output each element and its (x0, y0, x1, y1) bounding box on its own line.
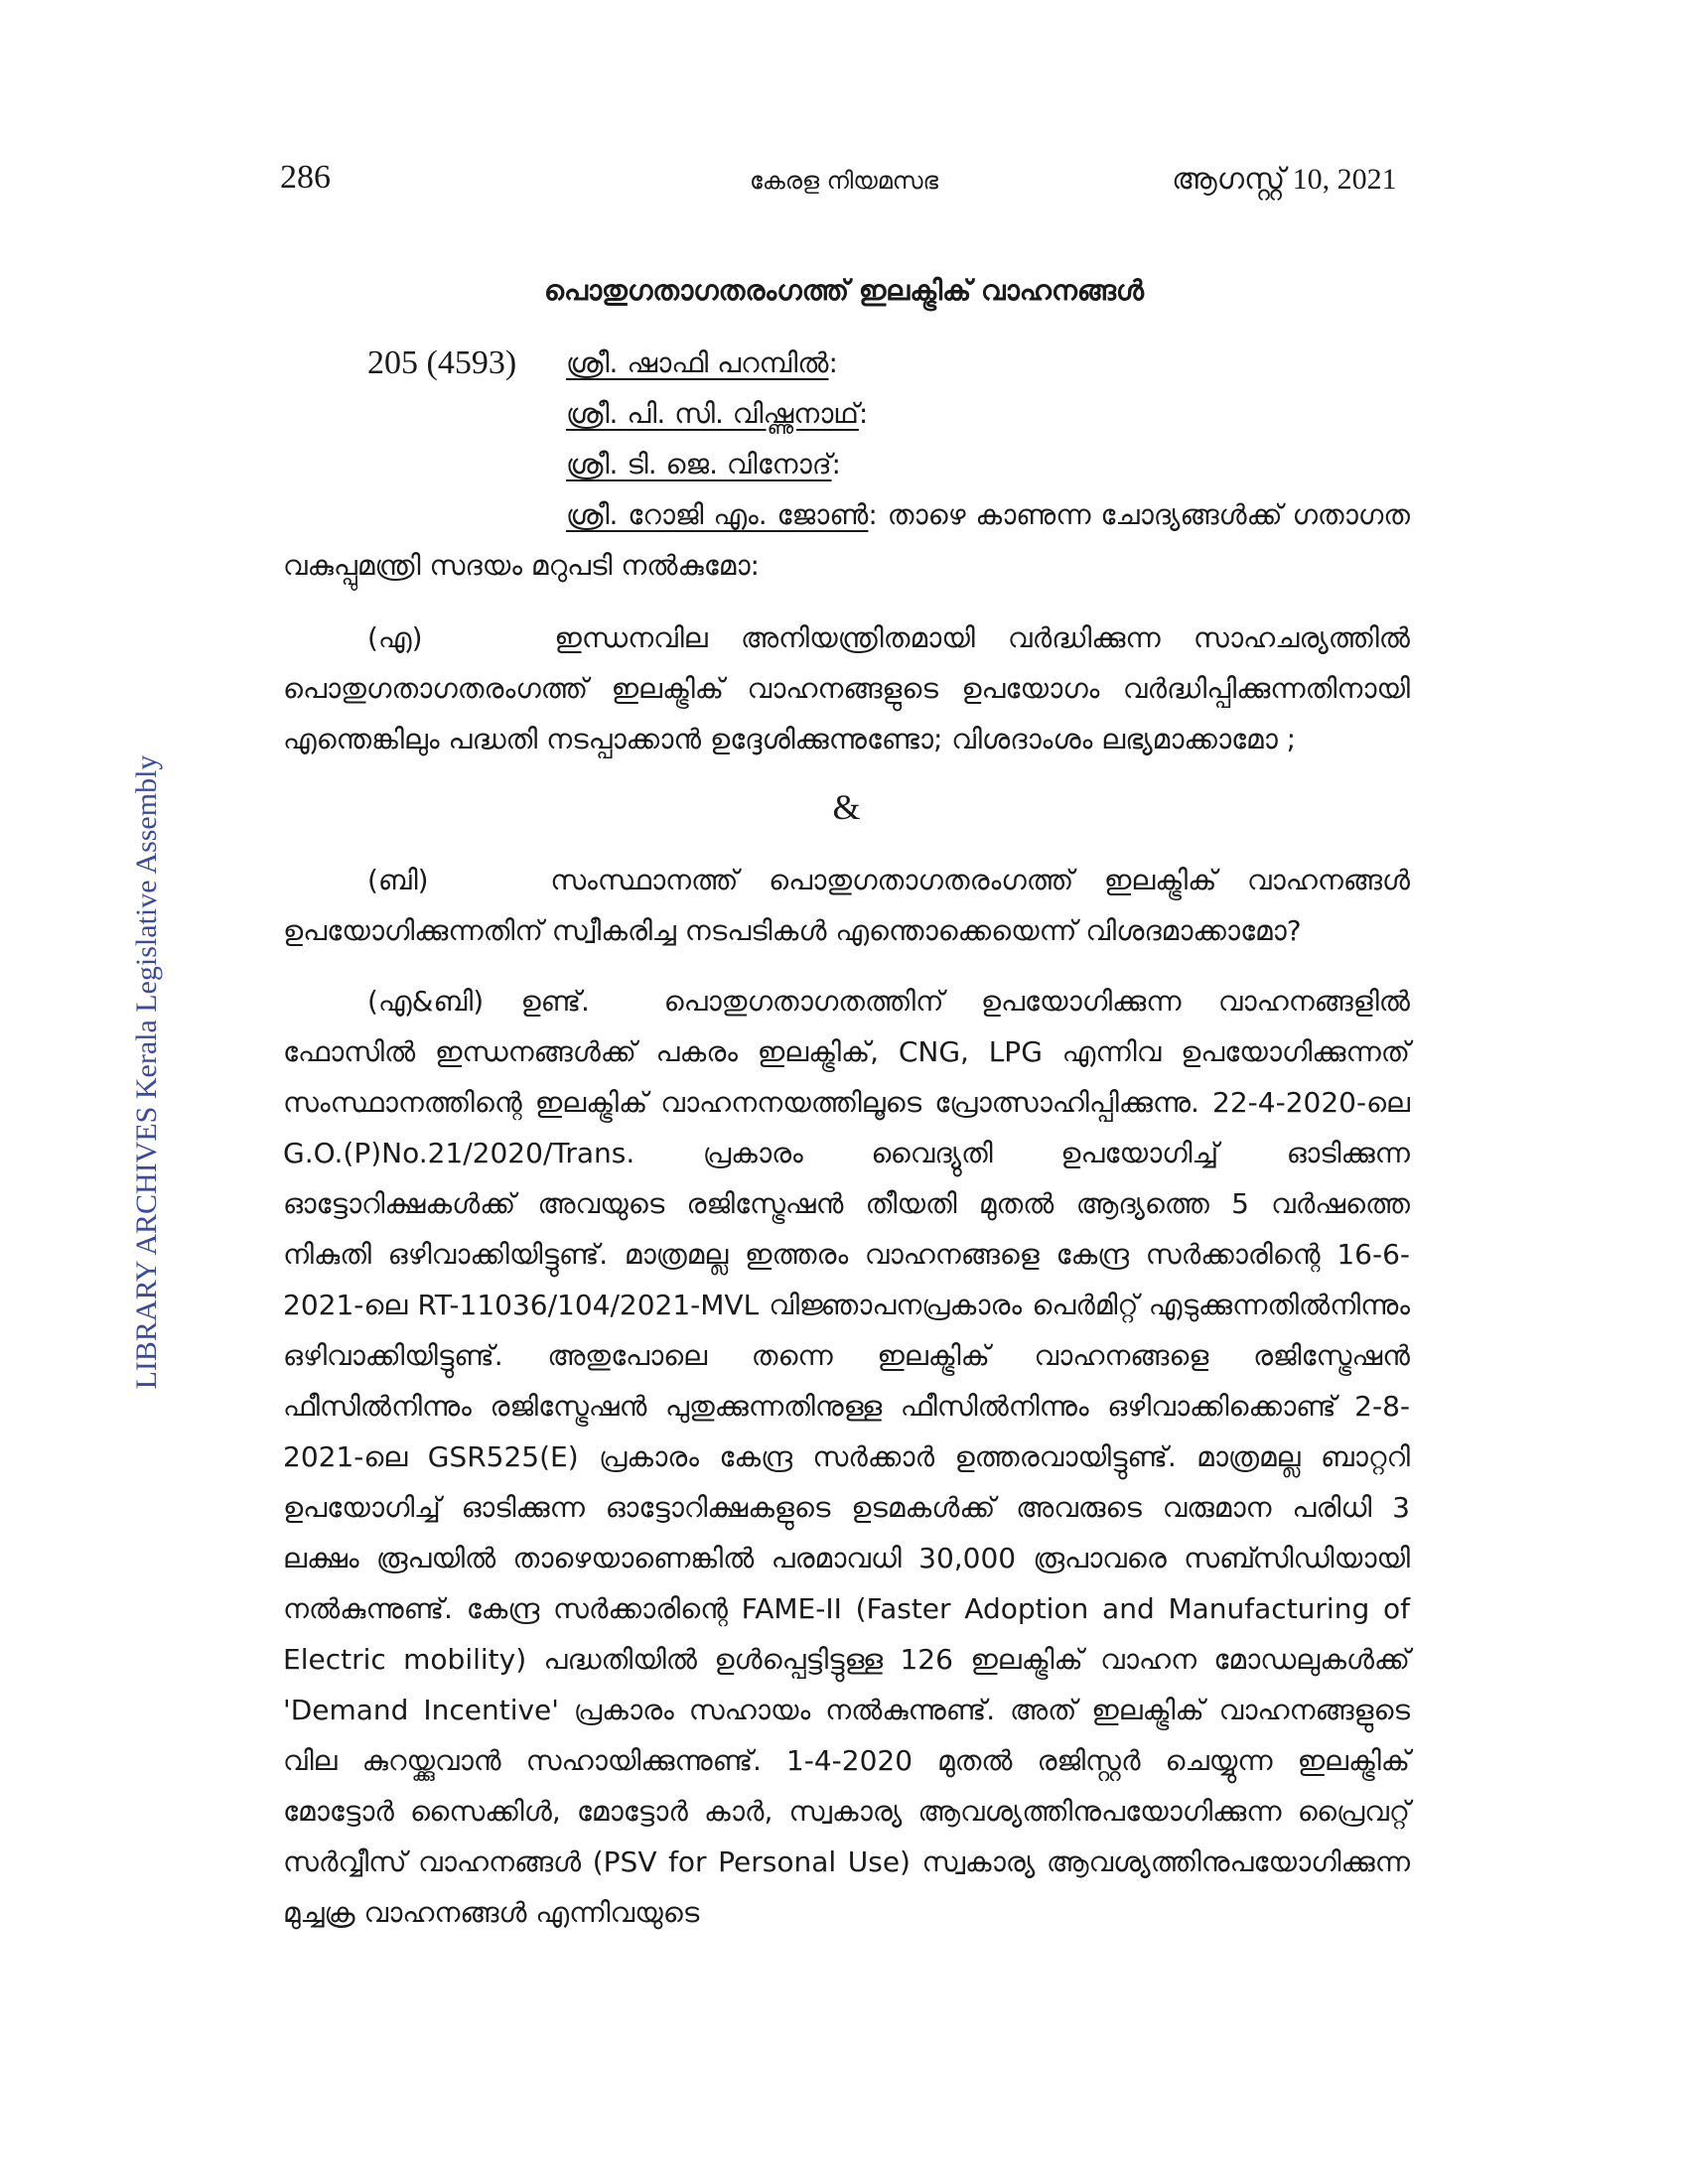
request-text: : താഴെ കാണുന്ന ചോദ്യങ്ങൾക്ക് ഗതാഗത വകുപ്പുമന്ത്രി സദയം മറുപടി നൽകുമോ: (283, 498, 1410, 582)
archive-watermark: LIBRARY ARCHIVES Kerala Legislative Assembly (130, 754, 163, 1390)
member-line-2: ശ്രീ. പി. സി. വിഷ്ണുനാഥ്: (566, 397, 869, 430)
document-body (283, 338, 1410, 1938)
question-part-a (283, 613, 1410, 764)
part-b-text: സംസ്ഥാനത്ത് പൊതുഗതാഗതരംഗത്ത് ഇലക്ട്രിക് വാഹനങ്ങൾ ഉപയോഗിക്കുന്നതിന് സ്വീകരിച്ച നടപടികൾ എന്തൊക്കെയെന്ന് വിശദമാക്കാമോ? (283, 864, 1410, 947)
part-a-text: ഇന്ധനവില അനിയന്ത്രിതമായി വർദ്ധിക്കുന്ന സാഹചര്യത്തിൽ പൊതുഗതാഗതരംഗത്ത് ഇലക്ട്രിക് വാഹനങ്ങളുടെ ഉപയോഗം വർദ്ധിപ്പിക്കുന്നതിനായി എന്തെങ്കിലും പദ്ധതി നടപ്പാക്കാൻ ഉദ്ദേശിക്കുന്നുണ്ടോ; വിശദാംശം ലഭ്യമാക്കാമോ ; (283, 621, 1410, 755)
question-title: പൊതുഗതാഗതരംഗത്ത് ഇലക്ട്രിക് വാഹനങ്ങൾ (543, 274, 1145, 307)
answer-label: (എ&ബി) ഉണ്ട്. (367, 985, 590, 1018)
member-line-1: 205 (4593) ശ്രീ. ഷാഫി പറമ്പിൽ: (566, 338, 1410, 388)
running-head: കേരള നിയമസഭ (749, 167, 939, 195)
question-number: 205 (4593) (367, 344, 517, 381)
part-a-label: (എ) (367, 621, 423, 654)
member-name: ശ്രീ. ഷാഫി പറമ്പിൽ (566, 346, 829, 379)
member-name: ശ്രീ. റോജി എം. ജോൺ (566, 498, 869, 531)
member-name: ശ്രീ. പി. സി. വിഷ്ണുനാഥ് (566, 397, 859, 430)
answer-paragraph (283, 976, 1410, 1938)
ampersand: & (832, 787, 861, 827)
question-part-b (283, 855, 1410, 956)
member-line-3: ശ്രീ. ടി. ജെ. വിനോദ്: (566, 448, 841, 480)
member-line-4 (283, 489, 1410, 591)
member-name: ശ്രീ. ടി. ജെ. വിനോദ് (566, 448, 832, 480)
answer-text: പൊതുഗതാഗതത്തിന് ഉപയോഗിക്കുന്ന വാഹനങ്ങളിൽ ഫോസിൽ ഇന്ധനങ്ങൾക്ക് പകരം ഇലക്ട്രിക്, CNG, LPG എന്നിവ ഉപയോഗിക്കുന്നത് സംസ്ഥാനത്തിന്റെ ഇലക്ട്രിക് വാഹനനയത്തിലൂടെ പ്രോത്സാഹിപ്പിക്കുന്നു. 22-4-2020-ലെ G.O.(P)No.21/2020/Trans. പ്രകാരം വൈദ്യുതി ഉപയോഗിച്ച് ഓടിക്കുന്ന ഓട്ടോറിക്ഷകൾക്ക് അവയുടെ രജിസ്ട്രേഷൻ തീയതി മുതൽ ആദ്യത്തെ 5 വർഷത്തെ നികുതി ഒഴിവാക്കിയിട്ടുണ്ട്. മാത്രമല്ല ഇത്തരം വാഹനങ്ങളെ കേന്ദ്ര സർക്കാരിന്റെ 16-6-2021-ലെ RT-11036/104/2021-MVL വിജ്ഞാപനപ്രകാരം പെർമിറ്റ് എടുക്കുന്നതിൽനിന്നും ഒഴിവാക്കിയിട്ടുണ്ട്. അതുപോലെ തന്നെ ഇലക്ട്രിക് വാഹനങ്ങളെ രജിസ്ട്രേഷൻ ഫീസിൽനിന്നും രജിസ്ട്രേഷൻ പുതുക്കുന്നതിനുള്ള ഫീസിൽനിന്നും ഒഴിവാക്കിക്കൊണ്ട് 2-8-2021-ലെ GSR525(E) പ്രകാരം കേന്ദ്ര സർക്കാർ ഉത്തരവായിട്ടുണ്ട്. മാത്രമല്ല ബാറ്ററി ഉപയോഗിച്ച് ഓടിക്കുന്ന ഓട്ടോറിക്ഷകളുടെ ഉടമകൾക്ക് അവരുടെ വരുമാന പരിധി 3 ലക്ഷം രൂപയിൽ താഴെയാണെങ്കിൽ പരമാവധി 30,000 രൂപാവരെ സബ്സിഡിയായി നൽകുന്നുണ്ട്. കേന്ദ്ര സർക്കാരിന്റെ FAME-II (Faster Adoption and Manufacturing of Electric mobility) പദ്ധതിയിൽ ഉൾപ്പെട്ടിട്ടുള്ള 126 ഇലക്ട്രിക് വാഹന മോഡലുകൾക്ക് 'Demand Incentive' പ്രകാരം സഹായം നൽകുന്നുണ്ട്. അത് ഇലക്ട്രിക് വാഹനങ്ങളുടെ വില കുറയ്ക്കുവാൻ സഹായിക്കുന്നുണ്ട്. 1-4-2020 മുതൽ രജിസ്റ്റർ ചെയ്യുന്ന ഇലക്ട്രിക് മോട്ടോർ സൈക്കിൾ, മോട്ടോർ കാർ, സ്വകാര്യ ആവശ്യത്തിനുപയോഗിക്കുന്ന പ്രൈവറ്റ് സർവ്വീസ് വാഹനങ്ങൾ (PSV for Personal Use) സ്വകാര്യ ആവശ്യത്തിനുപയോഗിക്കുന്ന മുച്ചക്ര വാഹനങ്ങൾ എന്നിവയുടെ (283, 985, 1410, 1929)
page-number: 286 (280, 159, 331, 196)
part-b-label: (ബി) (367, 864, 429, 896)
page-date: ആഗസ്റ്റ് 10, 2021 (1172, 163, 1397, 196)
